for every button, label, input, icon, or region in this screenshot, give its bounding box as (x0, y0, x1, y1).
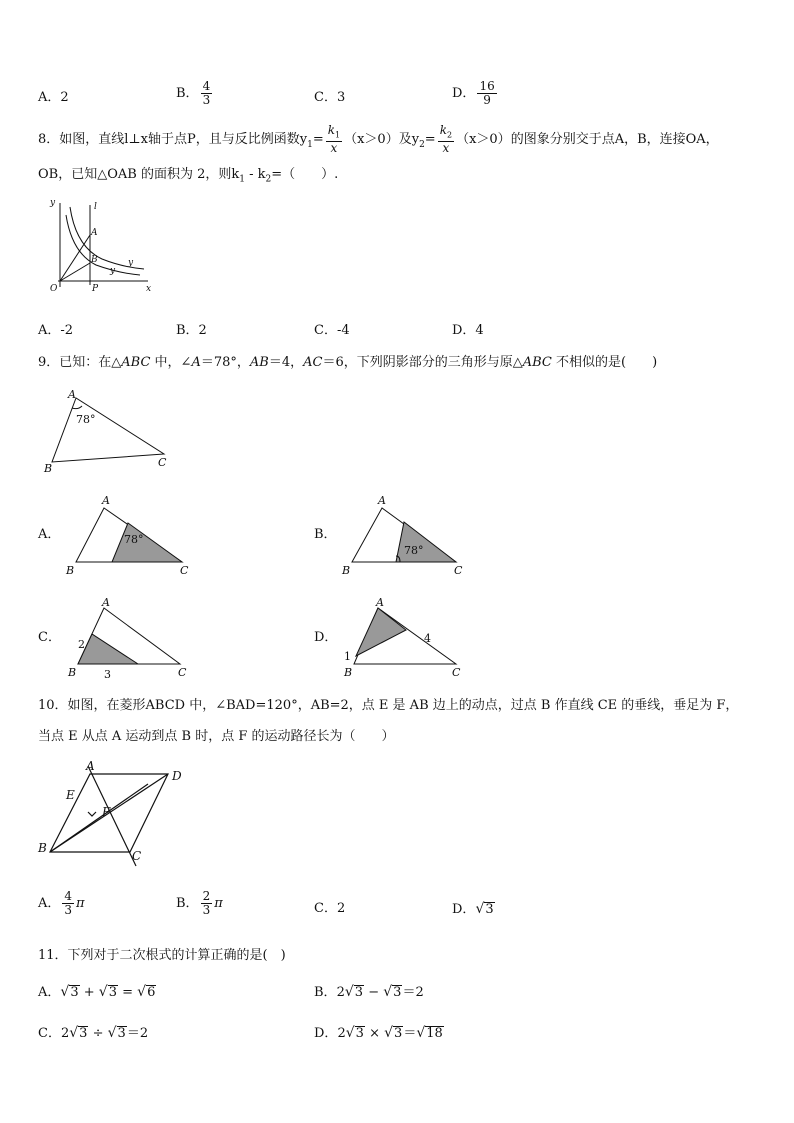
k2-over-x (438, 124, 454, 155)
q9-main-triangle (40, 386, 180, 476)
radicand: 18 (426, 1026, 443, 1041)
sqrt-sign: √ (107, 1025, 117, 1041)
q10-option-d[interactable] (452, 901, 495, 918)
radicand: 6 (147, 985, 156, 1000)
subscript: 1 (335, 130, 341, 140)
label-c: C (452, 666, 461, 679)
q7-option-d-fraction (477, 80, 496, 107)
q11-option-d-label: D． (314, 1026, 338, 1041)
frac-den: 3 (64, 903, 73, 917)
q9-option-d[interactable]: D． (314, 630, 338, 645)
equals: = (424, 132, 436, 148)
frac-num (438, 124, 454, 142)
angle-label: 78° (76, 413, 96, 426)
subscript: 1 (307, 139, 313, 150)
sqrt-sign: √ (475, 901, 485, 917)
label-a: A (91, 228, 98, 238)
label-l: l (94, 202, 97, 212)
q10-stem-line1: 10．如图，在菱形ABCD 中，∠BAD=120°，AB=2，点 E 是 AB 边上的动点，过点 B 作直线 CE 的垂线，垂足为 F， (38, 698, 739, 713)
condition: （x＞0） (344, 132, 399, 148)
frac-den: x (442, 141, 450, 156)
q7-option-a[interactable]: A．2 (38, 90, 69, 105)
q11-option-b-label: B． (314, 985, 337, 1000)
label-b: B (66, 564, 75, 577)
q8-text: =（ ）. (271, 167, 339, 182)
label-a: A (378, 494, 386, 507)
label-b: B (68, 666, 77, 679)
q9-text: AB (249, 355, 269, 370)
radicand: 3 (108, 985, 117, 1000)
radicand: 3 (485, 902, 494, 917)
q8-option-b[interactable]: B．2 (176, 323, 207, 338)
q8-stem-line2 (38, 167, 338, 188)
q10-figure (38, 758, 198, 873)
angle-arc (72, 406, 82, 409)
q9-option-d-figure (336, 594, 476, 684)
label-c: C (132, 849, 142, 863)
operator: × (369, 1026, 380, 1041)
q11-stem: 11．下列对于二次根式的计算正确的是( ) (38, 948, 286, 963)
q9-text: 中，∠ (150, 355, 192, 370)
q9-option-c[interactable]: C． (38, 630, 61, 645)
subscript: 1 (239, 174, 245, 185)
side-label-1: 1 (344, 650, 351, 663)
q10-option-a-label: A． (38, 896, 61, 911)
sqrt-sign: √ (344, 984, 354, 1000)
q11-option-b[interactable] (314, 984, 424, 1001)
q9-text: ABC (522, 355, 552, 370)
frac-den: 9 (483, 93, 491, 107)
operator: + (83, 985, 95, 1000)
q7-option-d[interactable] (452, 80, 499, 107)
line-ce (88, 766, 136, 866)
frac-num (326, 124, 342, 142)
operator: = (122, 985, 134, 1000)
q9-text: 9．已知：在△ (38, 355, 122, 370)
label-f: F (102, 805, 111, 819)
q8-option-c[interactable]: C．-4 (314, 323, 350, 338)
label-e: E (66, 788, 75, 802)
equals: = (312, 132, 324, 148)
k-symbol: k (327, 123, 335, 137)
result: 2 (415, 985, 424, 1000)
q11-option-c-label: C． (38, 1026, 61, 1041)
q8-text: 的图象分别交于点A，B，连接OA， (510, 132, 719, 148)
q11-option-c[interactable] (38, 1025, 148, 1042)
label-b: B (344, 666, 353, 679)
sqrt-sign: √ (60, 984, 70, 1000)
label-c: C (158, 456, 167, 469)
q10-option-b-label: B． (176, 896, 199, 911)
q8-text: 及y (398, 132, 420, 148)
label-b: B (91, 255, 98, 265)
shaded-triangle (356, 608, 406, 656)
operator: ＝ (402, 985, 416, 1000)
q10-option-c[interactable]: C．2 (314, 901, 346, 916)
q11-option-d[interactable] (314, 1025, 444, 1042)
operator: ＝ (403, 1026, 417, 1041)
q8-text: - k (244, 167, 266, 182)
angle-label: 78° (404, 544, 424, 557)
sqrt-sign: √ (98, 984, 108, 1000)
frac-num: 16 (479, 79, 495, 93)
condition: （x＞0） (456, 132, 511, 148)
label-y1: y (128, 258, 134, 268)
frac-num: 4 (64, 889, 73, 903)
operator: ÷ (92, 1026, 104, 1041)
sqrt-sign: √ (137, 984, 147, 1000)
label-p: P (92, 284, 99, 294)
result: 2 (139, 1026, 149, 1041)
operator: ＝ (126, 1026, 140, 1041)
label-o: O (50, 284, 58, 294)
sqrt-sign: √ (416, 1025, 426, 1041)
label-y: y (50, 198, 56, 208)
pi-symbol: π (76, 896, 85, 911)
q8-stem-line1 (38, 124, 719, 155)
radicand: 3 (394, 1026, 403, 1041)
q9-text: ABC (121, 355, 151, 370)
q8-option-d[interactable]: D．4 (452, 323, 484, 338)
k1-over-x (326, 124, 342, 155)
label-x: x (146, 284, 152, 294)
q9-option-c-figure (60, 594, 200, 684)
frac-den: 3 (202, 903, 211, 917)
fraction-4-3 (62, 890, 74, 917)
shaded-triangle (112, 523, 182, 562)
q7-option-b[interactable] (176, 80, 214, 107)
radicand: 3 (355, 1026, 364, 1041)
label-c: C (180, 564, 189, 577)
label-a: A (376, 596, 384, 609)
subscript: 2 (419, 139, 425, 150)
side-label-4: 4 (424, 632, 431, 645)
q10-stem-line2: 当点 E 从点 A 运动到点 B 时，点 F 的运动路径长为（ ） (38, 729, 395, 744)
q10-option-d-label: D． (452, 902, 476, 917)
q10-option-a[interactable] (38, 890, 85, 917)
q9-text: ＝4， (268, 355, 304, 370)
side-label-3: 3 (104, 668, 111, 681)
side-label-2: 2 (78, 638, 85, 651)
right-angle-mark (88, 812, 96, 816)
label-a: A (68, 388, 76, 401)
pi-symbol: π (214, 896, 223, 911)
frac-num: 2 (202, 889, 211, 903)
fraction-2-3 (201, 890, 213, 917)
q8-text: 8．如图，直线l⊥x轴于点P，且与反比例函数y (38, 132, 308, 148)
label-y2: y (110, 266, 116, 276)
radicand: 3 (393, 985, 402, 1000)
q9-option-a[interactable]: A． (38, 527, 61, 542)
operator: − (368, 985, 380, 1000)
shaded-triangle (78, 634, 138, 664)
coefficient: 2 (60, 1026, 70, 1041)
label-d: D (172, 769, 182, 783)
triangle-abc (52, 398, 164, 462)
subscript: 2 (265, 174, 272, 185)
label-b: B (38, 841, 47, 855)
q7-option-d-label: D． (452, 86, 476, 101)
q8-text: OB，已知△OAB 的面积为 2，则k (38, 167, 240, 182)
q11-option-a[interactable] (38, 984, 156, 1001)
radicand: 3 (70, 985, 79, 1000)
frac-den: x (330, 141, 338, 156)
radicand: 3 (354, 985, 364, 1000)
label-a: A (102, 494, 110, 507)
q9-text: AC (303, 355, 323, 370)
coefficient: 2 (337, 1026, 346, 1041)
segment-ob (60, 263, 90, 281)
sqrt-sign: √ (384, 1025, 394, 1041)
q7-option-b-fraction (201, 80, 213, 107)
sqrt-sign: √ (69, 1025, 79, 1041)
q9-text: 不相似的是( ) (551, 355, 658, 370)
q7-option-b-label: B． (176, 86, 199, 101)
frac-num: 4 (202, 79, 211, 93)
sqrt-sign: √ (383, 984, 393, 1000)
q10-option-b[interactable] (176, 890, 223, 917)
q9-text: ＝6，下列阴影部分的三角形与原△ (322, 355, 523, 370)
q9-option-b-figure (338, 492, 478, 576)
coefficient: 2 (336, 985, 345, 1000)
label-c: C (178, 666, 187, 679)
frac-den: 3 (202, 93, 211, 107)
radicand: 3 (79, 1026, 88, 1041)
q8-figure (40, 195, 170, 295)
label-a: A (102, 596, 110, 609)
q9-option-b[interactable]: B． (314, 527, 337, 542)
angle-label: 78° (124, 533, 144, 546)
q9-text: ＝78°， (200, 355, 250, 370)
q9-option-a-figure (62, 492, 202, 576)
label-a: A (86, 759, 95, 773)
k-symbol: k (439, 123, 447, 137)
label-c: C (454, 564, 463, 577)
radicand: 3 (117, 1026, 126, 1041)
q8-option-a[interactable]: A．-2 (38, 323, 74, 338)
q9-stem (38, 355, 657, 371)
label-b: B (44, 462, 53, 475)
q9-text: A (191, 355, 201, 370)
q11-option-a-label: A． (38, 985, 61, 1000)
label-b: B (342, 564, 351, 577)
subscript: 2 (446, 130, 453, 140)
sqrt-sign: √ (345, 1025, 355, 1041)
q7-option-c[interactable]: C．3 (314, 90, 346, 105)
